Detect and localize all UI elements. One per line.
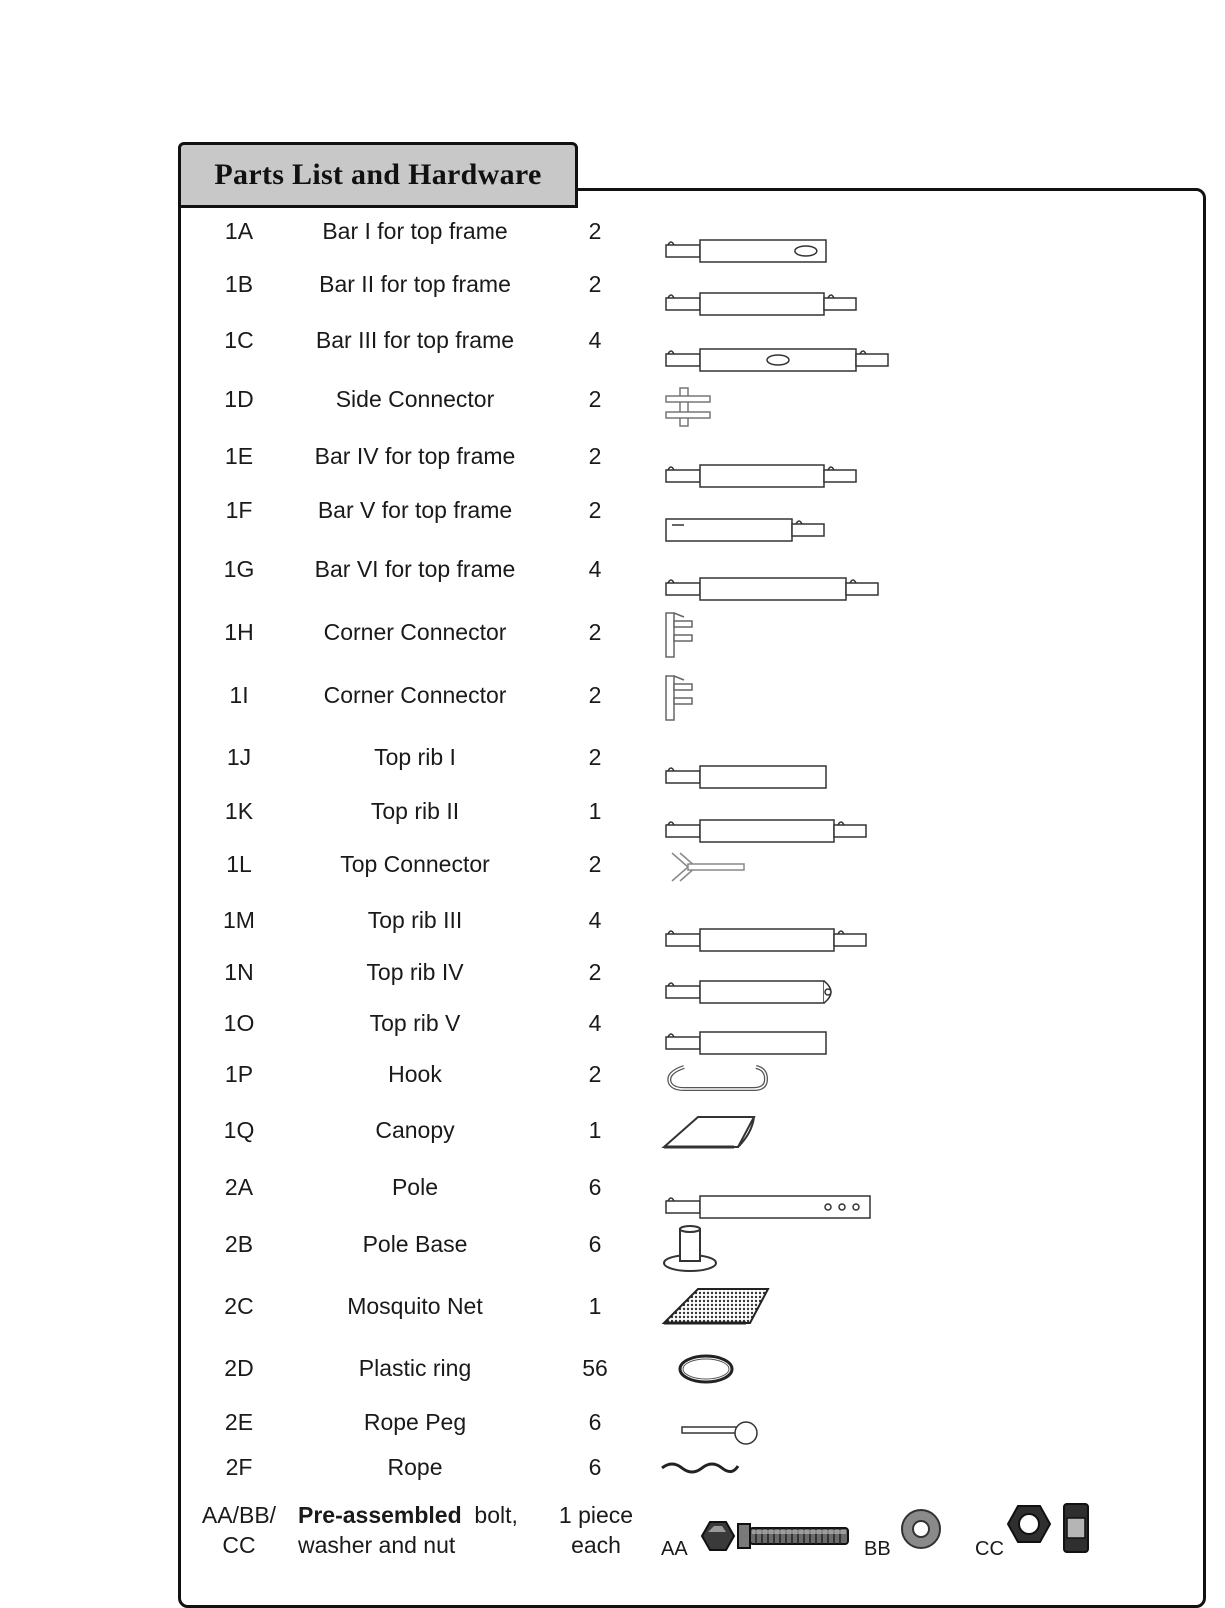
part-quantity: 2 — [588, 443, 602, 469]
rib-left-tab-icon — [650, 738, 910, 788]
bar-double-tab-long-icon — [650, 550, 910, 600]
part-description: Top rib V — [369, 1010, 461, 1036]
section-title: Parts List and Hardware — [214, 158, 542, 191]
part-code: 1K — [224, 798, 254, 824]
hardware-desc-line2: washer and nut — [298, 1532, 456, 1558]
rib-double-tab-icon — [650, 901, 910, 951]
corner-connector-icon — [650, 613, 910, 663]
part-code: 1C — [224, 327, 254, 353]
part-description: Bar I for top frame — [322, 218, 508, 244]
part-description: Bar IV for top frame — [314, 443, 516, 469]
hardware-quantity — [550, 1500, 642, 1560]
part-code: 2B — [224, 1231, 254, 1257]
hardware-desc-bold: Pre-assembled — [298, 1502, 462, 1528]
part-description: Top rib IV — [366, 959, 464, 985]
part-quantity: 2 — [588, 959, 602, 985]
part-quantity: 4 — [588, 556, 602, 582]
part-quantity: 2 — [588, 218, 602, 244]
rib-double-tab-icon — [650, 792, 910, 842]
part-quantity: 4 — [588, 327, 602, 353]
part-quantity: 1 — [588, 798, 602, 824]
part-description: Rope — [387, 1454, 443, 1480]
bar-left-tab-with-slot-icon — [650, 212, 910, 262]
side-connector-icon — [650, 380, 910, 430]
folded-canopy-icon — [650, 1111, 910, 1161]
part-description: Top Connector — [340, 851, 490, 877]
part-code: 1L — [226, 851, 252, 877]
part-code: 1D — [224, 386, 254, 412]
hook-icon — [650, 1055, 910, 1105]
part-code: 1O — [223, 1010, 255, 1036]
label-aa: AA — [661, 1538, 688, 1560]
part-quantity: 2 — [588, 386, 602, 412]
part-quantity: 2 — [588, 744, 602, 770]
part-quantity: 1 — [588, 1117, 602, 1143]
bar-double-tab-icon — [650, 265, 910, 315]
rib-with-eyelet-icon — [650, 953, 910, 1003]
part-code: 2E — [224, 1409, 254, 1435]
part-description: Top rib I — [374, 744, 456, 770]
part-code: 1A — [224, 218, 254, 244]
part-quantity: 6 — [588, 1454, 602, 1480]
part-quantity: 2 — [588, 619, 602, 645]
hardware-qty-line1: 1 piece — [558, 1502, 634, 1528]
part-description: Side Connector — [335, 386, 495, 412]
nut-icon — [1004, 1500, 1099, 1560]
label-cc: CC — [975, 1538, 1004, 1560]
bar-double-tab-with-slot-icon — [650, 321, 910, 371]
part-code: 1Q — [223, 1117, 255, 1143]
part-code: 1J — [226, 744, 252, 770]
pole-with-holes-icon — [650, 1168, 910, 1218]
part-code: 2F — [225, 1454, 253, 1480]
part-quantity: 56 — [582, 1355, 608, 1381]
part-description: Plastic ring — [358, 1355, 472, 1381]
hardware-description — [298, 1500, 538, 1560]
hardware-code-line1: AA/BB/ — [201, 1502, 277, 1528]
pole-base-icon — [650, 1225, 910, 1275]
part-description: Hook — [388, 1061, 442, 1087]
part-description: Pole Base — [362, 1231, 468, 1257]
part-description: Bar III for top frame — [315, 327, 515, 353]
part-description: Bar V for top frame — [317, 497, 513, 523]
section-header-tab — [178, 142, 578, 208]
part-description: Corner Connector — [323, 619, 507, 645]
hardware-code-line2: CC — [222, 1532, 256, 1558]
part-quantity: 2 — [588, 851, 602, 877]
hardware-qty-line2: each — [571, 1532, 621, 1558]
part-code: 1G — [223, 556, 255, 582]
part-code: 1E — [224, 443, 254, 469]
part-code: 2C — [224, 1293, 254, 1319]
part-description: Pole — [391, 1174, 439, 1200]
part-description: Mosquito Net — [347, 1293, 483, 1319]
rope-icon — [650, 1448, 910, 1498]
part-code: 2A — [224, 1174, 254, 1200]
part-description: Corner Connector — [323, 682, 507, 708]
bolt-icon — [698, 1508, 858, 1568]
top-connector-icon — [650, 845, 910, 895]
part-description: Top rib III — [367, 907, 463, 933]
rib-left-tab-icon — [650, 1004, 910, 1054]
part-description: Bar II for top frame — [319, 271, 511, 297]
part-code: 1B — [224, 271, 254, 297]
hardware-code — [196, 1500, 282, 1560]
label-bb: BB — [864, 1538, 891, 1560]
part-quantity: 2 — [588, 271, 602, 297]
part-quantity: 4 — [588, 1010, 602, 1036]
part-code: 1P — [224, 1061, 254, 1087]
ring-icon — [650, 1349, 910, 1399]
part-quantity: 2 — [588, 682, 602, 708]
bar-right-tab-icon — [650, 491, 910, 541]
hardware-desc-rest: bolt, — [474, 1502, 518, 1528]
part-description: Top rib II — [370, 798, 460, 824]
part-code: 1M — [223, 907, 255, 933]
part-code: 2D — [224, 1355, 254, 1381]
part-code: 1I — [229, 682, 249, 708]
part-quantity: 1 — [588, 1293, 602, 1319]
part-quantity: 6 — [588, 1409, 602, 1435]
part-quantity: 2 — [588, 1061, 602, 1087]
part-code: 1H — [224, 619, 254, 645]
part-description: Canopy — [375, 1117, 455, 1143]
part-quantity: 6 — [588, 1174, 602, 1200]
part-code: 1N — [224, 959, 254, 985]
corner-connector-icon — [650, 676, 910, 726]
part-quantity: 6 — [588, 1231, 602, 1257]
bar-double-tab-icon — [650, 437, 910, 487]
part-description: Rope Peg — [363, 1409, 467, 1435]
washer-icon — [898, 1506, 944, 1552]
part-code: 1F — [225, 497, 253, 523]
part-quantity: 4 — [588, 907, 602, 933]
part-description: Bar VI for top frame — [314, 556, 516, 582]
folded-net-icon — [650, 1287, 910, 1337]
rope-peg-icon — [650, 1403, 910, 1453]
part-quantity: 2 — [588, 497, 602, 523]
